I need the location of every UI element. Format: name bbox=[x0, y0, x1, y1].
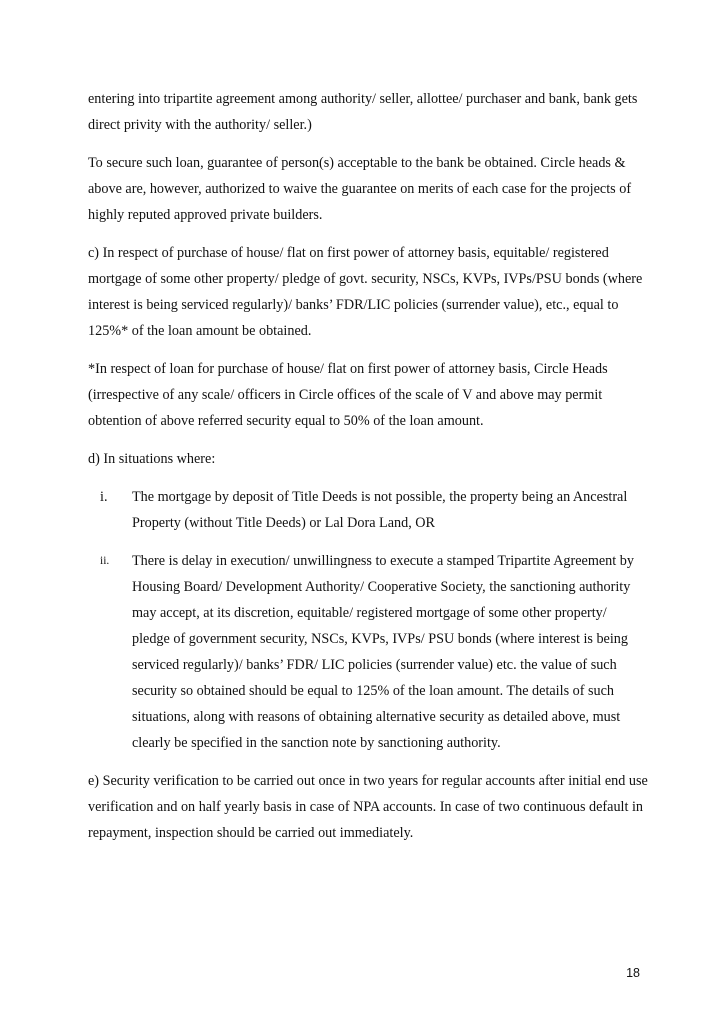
paragraph-guarantee: To secure such loan, guarantee of person(s) acceptable to the bank be obtained. Circle heads & above are, however, authorized to waive the guarantee on merits of each case for the projects of highly reputed approved private builders. bbox=[88, 155, 632, 223]
paragraph-clause-c: c) In respect of purchase of house/ flat on first power of attorney basis, equitable/ registered mortgage of some other property/ pledge of govt. security, NSCs, KVPs, IVPs/PSU bonds (where interest is being serviced regularly)/ banks’ FDR/LIC policies (surrender value), etc., equal to 125%* of the loan amount be obtained. bbox=[88, 245, 643, 339]
paragraph-clause-e: e) Security verification to be carried out once in two years for regular accounts after initial end use verification and on half yearly basis in case of NPA accounts. In case of two continuous default in repayment, inspection should be carried out immediately. bbox=[88, 773, 648, 841]
list-item-text: There is delay in execution/ unwillingness to execute a stamped Tripartite Agreement by Housing Board/ Development Authority/ Cooperative Society, the sanctioning authority may accept, at its discretion, equitable/ registered mortgage of some other property/ pledge of government security, NSCs, KVPs, IVPs/ PSU bonds (where interest is being serviced regularly)/ banks’ FDR/ LIC policies (surrender value) etc. the value of such security so obtained should be equal to 125% of the loan amount. The details of such situations, along with reasons of obtaining alternative security as detailed above, must clearly be specified in the sanction note by sanctioning authority. bbox=[132, 553, 634, 751]
paragraph-continuation: entering into tripartite agreement among authority/ seller, allottee/ purchaser and bank, bank gets direct privity with the authority/ seller.) bbox=[88, 91, 638, 133]
list-item-text: The mortgage by deposit of Title Deeds is not possible, the property being an Ancestral Property (without Title Deeds) or Lal Dora Land, OR bbox=[132, 489, 628, 531]
list-marker: ii. bbox=[100, 555, 110, 567]
list-marker: i. bbox=[100, 489, 108, 505]
list-item bbox=[88, 484, 648, 536]
list-item bbox=[88, 548, 648, 756]
page-number: 18 bbox=[626, 966, 640, 980]
situations-list bbox=[88, 484, 648, 756]
paragraph-clause-d: d) In situations where: bbox=[88, 451, 216, 467]
page-content bbox=[88, 86, 648, 858]
paragraph-footnote-asterisk: *In respect of loan for purchase of house/ flat on first power of attorney basis, Circle Heads (irrespective of any scale/ officers in Circle offices of the scale of V and above may permit obtention of above referred security equal to 50% of the loan amount. bbox=[88, 361, 608, 429]
